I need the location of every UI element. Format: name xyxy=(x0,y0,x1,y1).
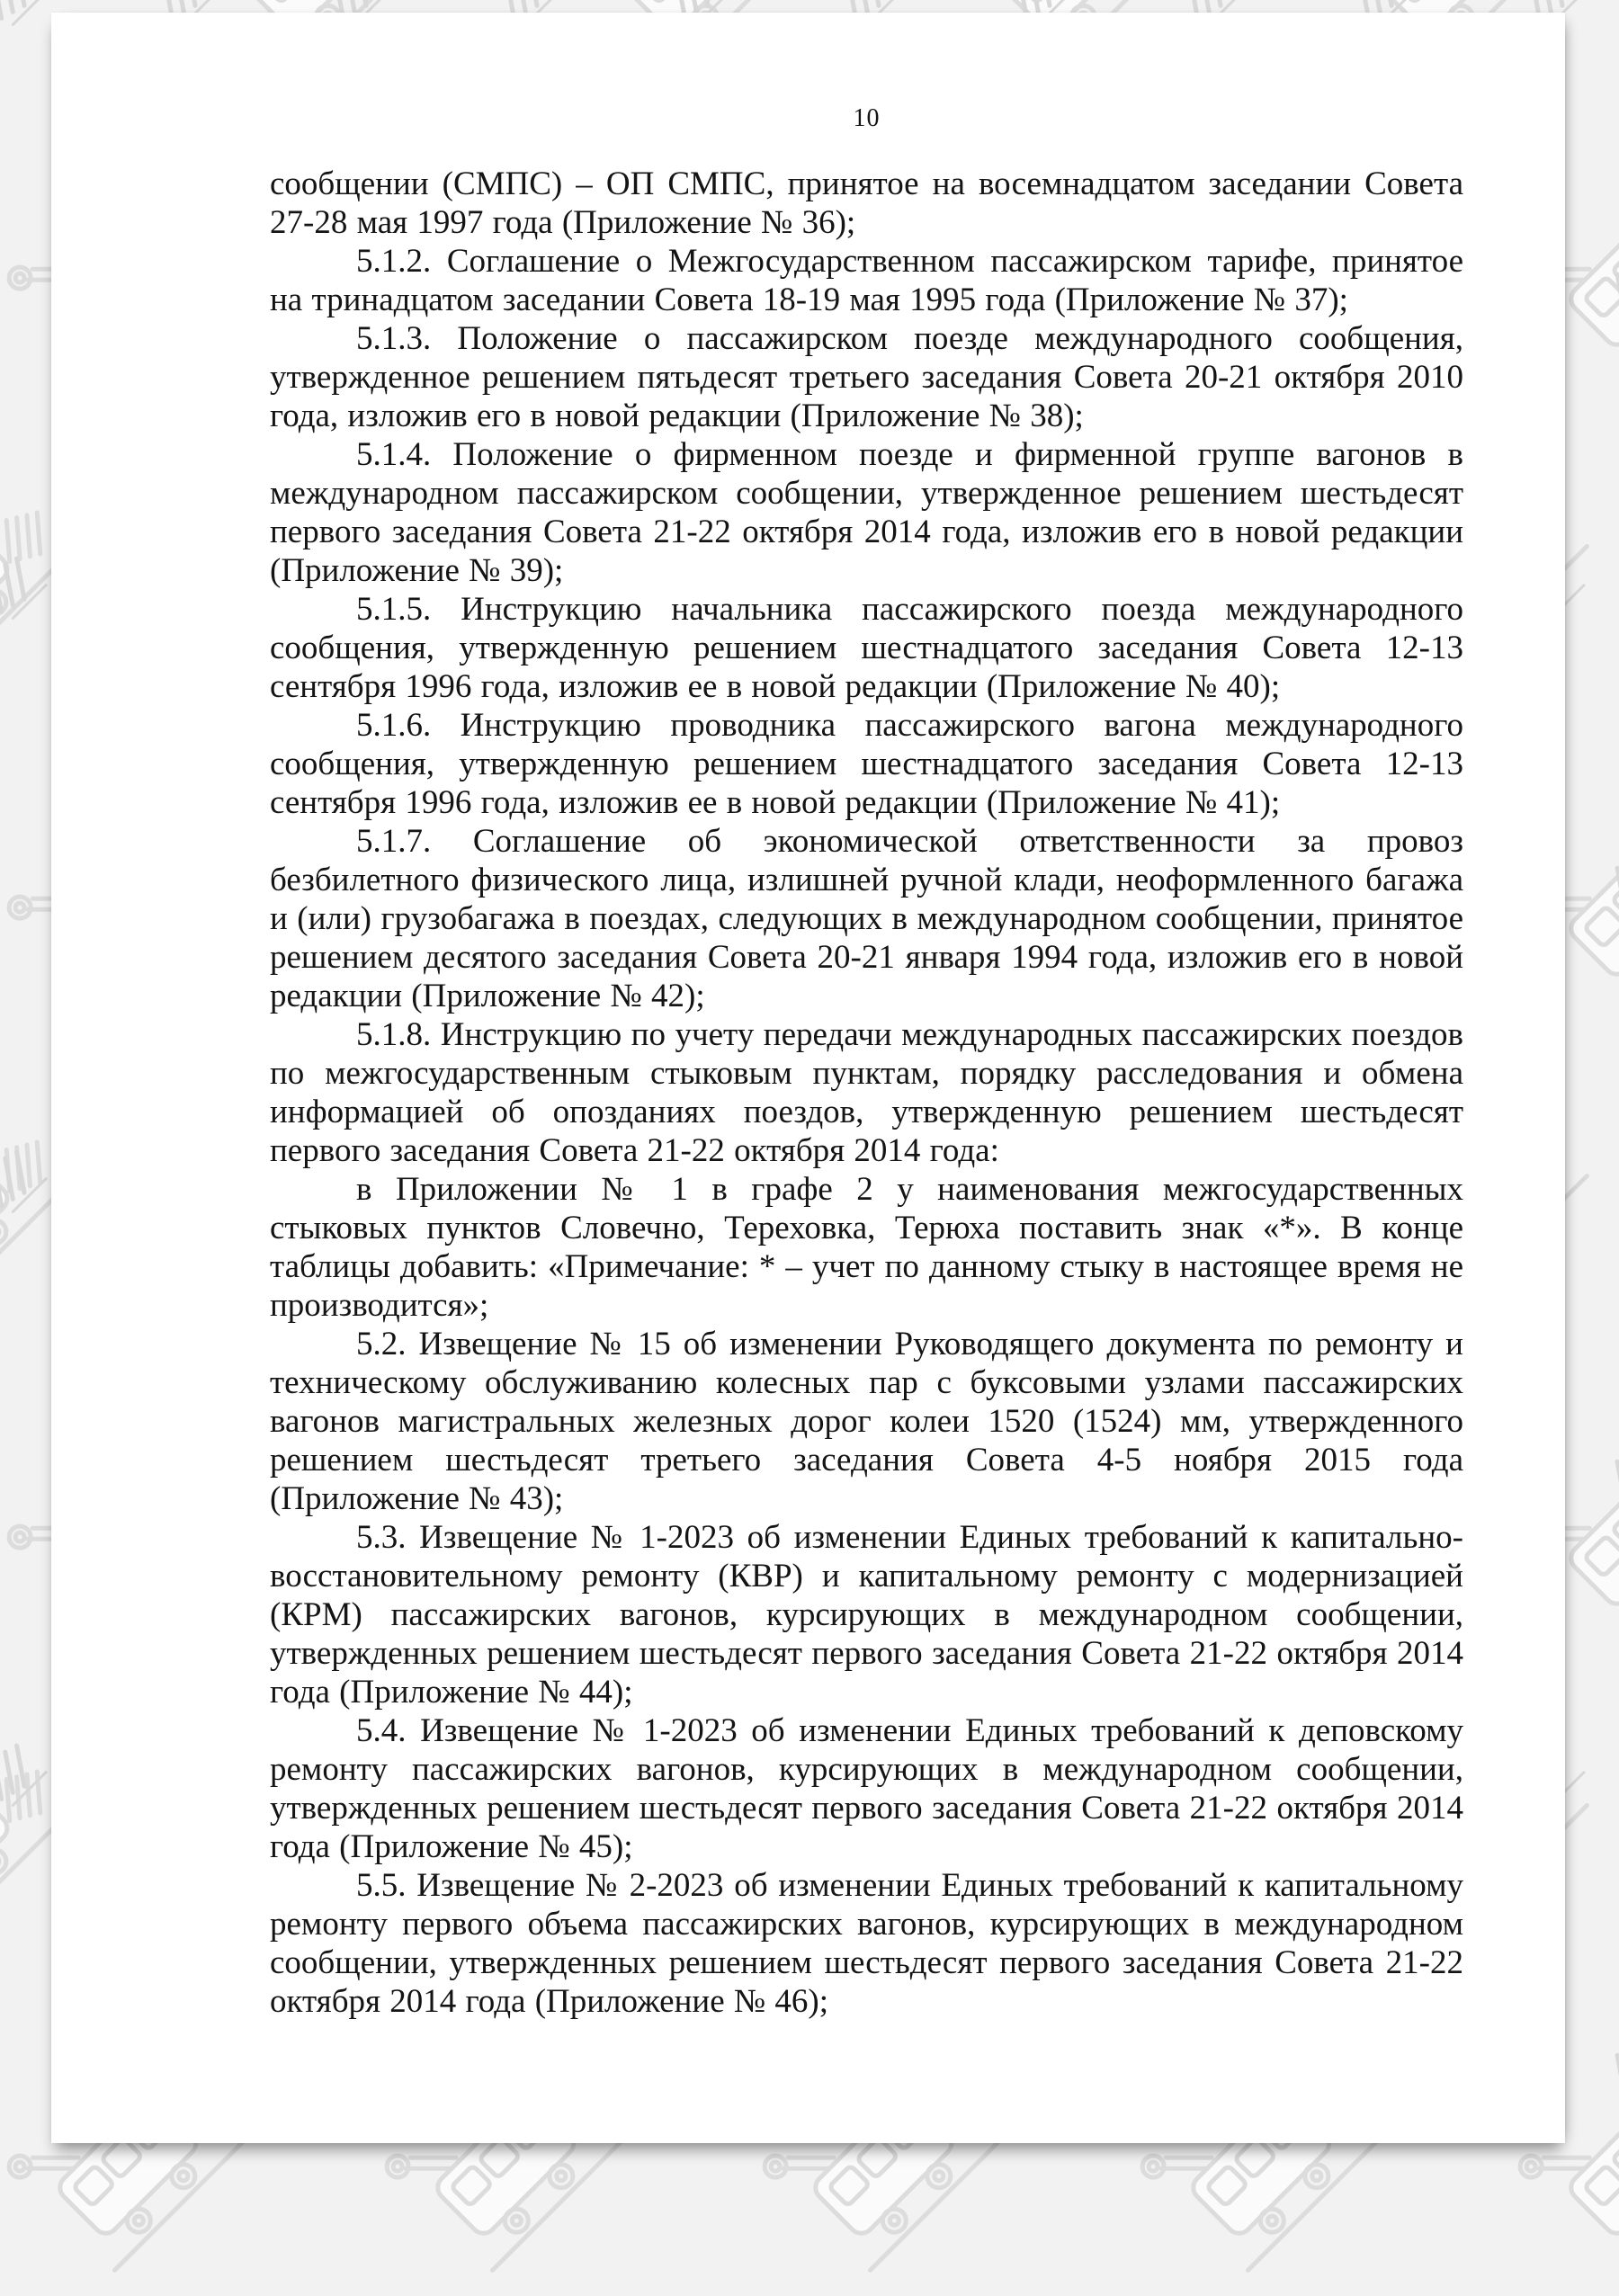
paragraph: в Приложении № 1 в графе 2 у наименования межгосударственных стыковых пунктов Словечно, Тереховка, Терюха поставить знак «*». В конце таблицы добавить: «Примечание: * – учет по данному стыку в настоящее время не производится»; xyxy=(270,1171,1463,1324)
paragraph: 5.1.3. Положение о пассажирском поезде международного сообщения, утвержденное решением пятьдесят третьего заседания Совета 20-21 октября 2010 года, изложив его в новой редакции (Приложение № 38); xyxy=(270,320,1463,434)
document-body xyxy=(270,165,1463,2021)
track-hatch-icon xyxy=(0,0,55,32)
paragraph: 5.5. Извещение № 2-2023 об изменении Единых требований к капитальному ремонту первого объема пассажирских вагонов, курсирующих в международном сообщении, утвержденных решением шестьдесят первого заседания Совета 21-22 октября 2014 года (Приложение № 46); xyxy=(270,1867,1463,2020)
paragraph: 5.1.8. Инструкцию по учету передачи международных пассажирских поездов по межгосударственным стыковым пунктам, порядку расследования и обмена информацией об опозданиях поездов, утвержденную решением шестьдесят первого заседания Совета 21-22 октября 2014 года: xyxy=(270,1016,1463,1169)
paragraph: 5.4. Извещение № 1-2023 об изменении Единых требований к деповскому ремонту пассажирских вагонов, курсирующих в международном сообщении, утвержденных решением шестьдесят первого заседания Совета 21-22 октября 2014 года (Приложение № 45); xyxy=(270,1712,1463,1865)
paragraph: сообщении (СМПС) – ОП СМПС, принятое на восемнадцатом заседании Совета 27-28 мая 1997 года (Приложение № 36); xyxy=(270,165,1463,241)
paragraph: 5.1.6. Инструкцию проводника пассажирского вагона международного сообщения, утвержденную решением шестнадцатого заседания Совета 12-13 сентября 1996 года, изложив ее в новой редакции (Приложение № 41); xyxy=(270,707,1463,821)
paragraph: 5.1.5. Инструкцию начальника пассажирского поезда международного сообщения, утвержденную решением шестнадцатого заседания Совета 12-13 сентября 1996 года, изложив ее в новой редакции (Приложение № 40); xyxy=(270,591,1463,705)
paragraph: 5.1.4. Положение о фирменном поезде и фирменной группе вагонов в международном пассажирском сообщении, утвержденное решением шестьдесят первого заседания Совета 21-22 октября 2014 года, изложив его в новой редакции (Приложение № 39); xyxy=(270,436,1463,589)
paragraph: 5.2. Извещение № 15 об изменении Руководящего документа по ремонту и техническому обслуживанию колесных пар с буксовыми узлами пассажирских вагонов магистральных железных дорог колеи 1520 (1524) мм, утвержденного решением шестьдесят третьего заседания Совета 4-5 ноября 2015 года (Приложение № 43); xyxy=(270,1326,1463,1517)
document-page xyxy=(51,13,1565,2143)
paragraph: 5.3. Извещение № 1-2023 об изменении Единых требований к капитально-восстановительному ремонту (КВР) и капитальному ремонту с модернизацией (КРМ) пассажирских вагонов, курсирующих в международном сообщении, утвержденных решением шестьдесят первого заседания Совета 21-22 октября 2014 года (Приложение № 44); xyxy=(270,1519,1463,1711)
paragraph: 5.1.2. Соглашение о Межгосударственном пассажирском тарифе, принятое на тринадцатом заседании Совета 18-19 мая 1995 года (Приложение № 37); xyxy=(270,243,1463,318)
page-number: 10 xyxy=(853,104,881,132)
document-text-area xyxy=(270,99,1463,2021)
paragraph: 5.1.7. Соглашение об экономической ответственности за провоз безбилетного физического лица, излишней ручной клади, неоформленного багажа и (или) грузобагажа в поездах, следующих в международном сообщении, принятое решением десятого заседания Совета 20-21 января 1994 года, изложив его в новой редакции (Приложение № 42); xyxy=(270,823,1463,1014)
